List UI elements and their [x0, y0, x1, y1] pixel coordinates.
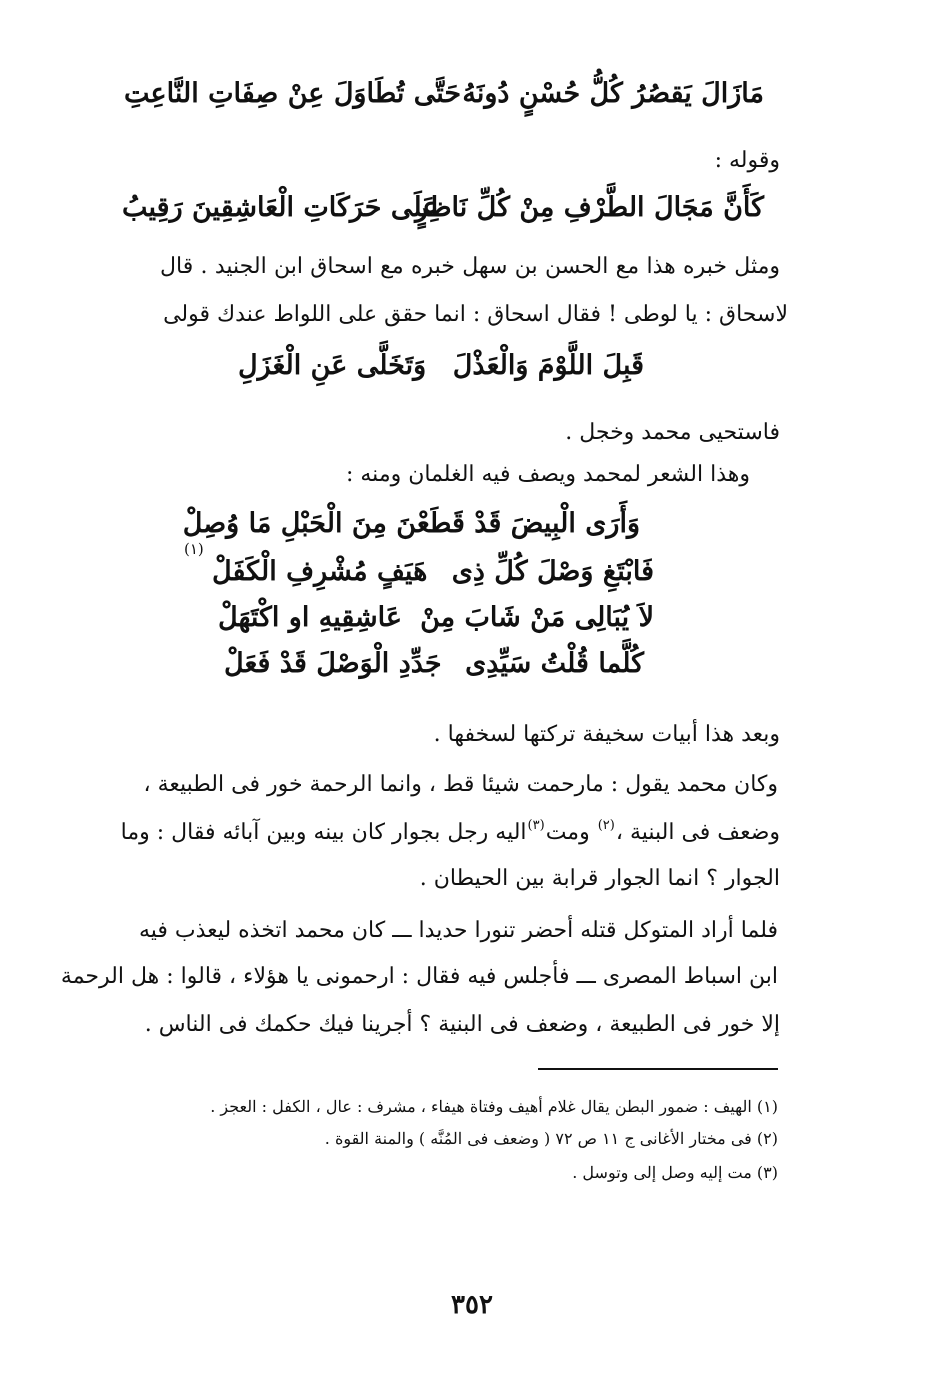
footnote-2: (٢) فى مختار الأغانى ج ١١ ص ٧٢ ( وضعف فى المُنَّه ) والمنة القوة . [324, 1129, 778, 1148]
poem-line-1-text: وَأَرَى الْبِيضَ قَدْ قَطَعْنَ مِنَ الْحَبْلِ مَا وُصِلْ [182, 508, 640, 539]
para-3: وهذا الشعر لمحمد ويصف فيه الغلمان ومنه : [345, 462, 750, 487]
footnote-ref-3: (٣) [527, 818, 545, 833]
poem-footnote-mark: (١) [184, 540, 204, 558]
para-4: وبعد هذا أبيات سخيفة تركتها لسخفها . [433, 722, 780, 747]
verse-3-right-hemistich: قَبِلَ اللَّوْمَ وَالْعَذْلَ [452, 350, 644, 381]
verse-3-left-hemistich: وَتَخَلَّى عَنِ الْغَزَلِ [238, 350, 427, 381]
poem-line-4 [0, 648, 944, 684]
intro-qawluhu: وقوله : [714, 148, 780, 173]
verse-1-right-hemistich: مَازَالَ يَقصُرُ كُلُّ حُسْنٍ دُونَهُ [462, 78, 764, 109]
para-5-line-1: وكان محمد يقول : مارحمت شيئا قط ، وانما الرحمة خور فى الطبيعة ، [143, 772, 778, 797]
verse-1-left-hemistich: حَتَّى تُطَاوَلَ عِنْ صِفَاتِ النَّاعِتِ [124, 78, 462, 109]
verse-2-left-hemistich: عَلَى حَرَكَاتِ الْعَاشِقِينَ رَقِيبُ [122, 192, 439, 223]
verse-2-right-hemistich: كَأَنَّ مَجَالَ الطَّرْفِ مِنْ كُلِّ نَاظِرٍ [415, 192, 764, 223]
para-5-line-2-a: وضعف فى البنية ، [615, 820, 780, 845]
poem-line-3 [0, 602, 944, 638]
para-5-line-3: الجوار ؟ انما الجوار قرابة بين الحيطان . [419, 866, 780, 891]
para-6-line-3: إلا خور فى الطبيعة ، وضعف فى البنية ؟ أجرينا فيك حكمك فى الناس . [144, 1012, 780, 1037]
para-6-line-2: ابن اسباط المصرى ـــ فأجلس فيه فقال : ارحمونى يا هؤلاء ، قالوا : هل الرحمة [60, 964, 778, 989]
para-2: فاستحيى محمد وخجل . [565, 420, 780, 445]
para-5-line-2 [120, 816, 780, 849]
poem-line-2-left: هَيَفٍ مُشْرِفِ الْكَفَلْ [212, 556, 428, 587]
para-5-line-2-b: ومت [545, 820, 590, 845]
verse-2 [0, 192, 944, 228]
verse-1 [0, 78, 944, 114]
footnote-3: (٣) مت إليه وصل إلى وتوسل . [572, 1163, 778, 1182]
footnote-ref-2: (٢) [597, 818, 615, 833]
poem-line-2 [0, 556, 944, 592]
footnote-1: (١) الهيف : ضمور البطن يقال غلام أهيف وفتاة هيفاء ، مشرف : عال ، الكفل : العجز . [210, 1097, 778, 1116]
poem-line-3-right: لاَ يُبَالِى مَنْ شَابَ مِنْ [420, 602, 654, 633]
para-1-line-1: ومثل خبره هذا مع الحسن بن سهل خبره مع اسحاق ابن الجنيد . قال [160, 254, 780, 279]
poem-line-4-right: كُلَّما قُلْتُ سَيِّدِى [465, 648, 644, 679]
verse-3 [0, 350, 944, 386]
para-1-line-2: لاسحاق : يا لوطى ! فقال اسحاق : انما حقق على اللواط عندك قولى [163, 302, 788, 327]
para-6-line-1: فلما أراد المتوكل قتله أحضر تنورا حديدا ـــ كان محمد اتخذه ليعذب فيه [138, 918, 778, 943]
page-number: ٣٥٢ [451, 1290, 493, 1320]
poem-line-1 [0, 508, 944, 544]
footnote-divider [538, 1068, 778, 1070]
poem-line-2-right: فَابْتَغِ وَصْلَ كُلِّ ذِى [451, 556, 654, 587]
poem-line-4-left: جَدِّدِ الْوَصْلَ قَدْ فَعَلْ [224, 648, 442, 679]
poem-line-3-left: عَاشِقِيهِ او اكْتَهَلْ [218, 602, 402, 633]
para-5-line-2-c: اليه رجل بجوار كان بينه وبين آبائه فقال : وما [120, 820, 527, 845]
